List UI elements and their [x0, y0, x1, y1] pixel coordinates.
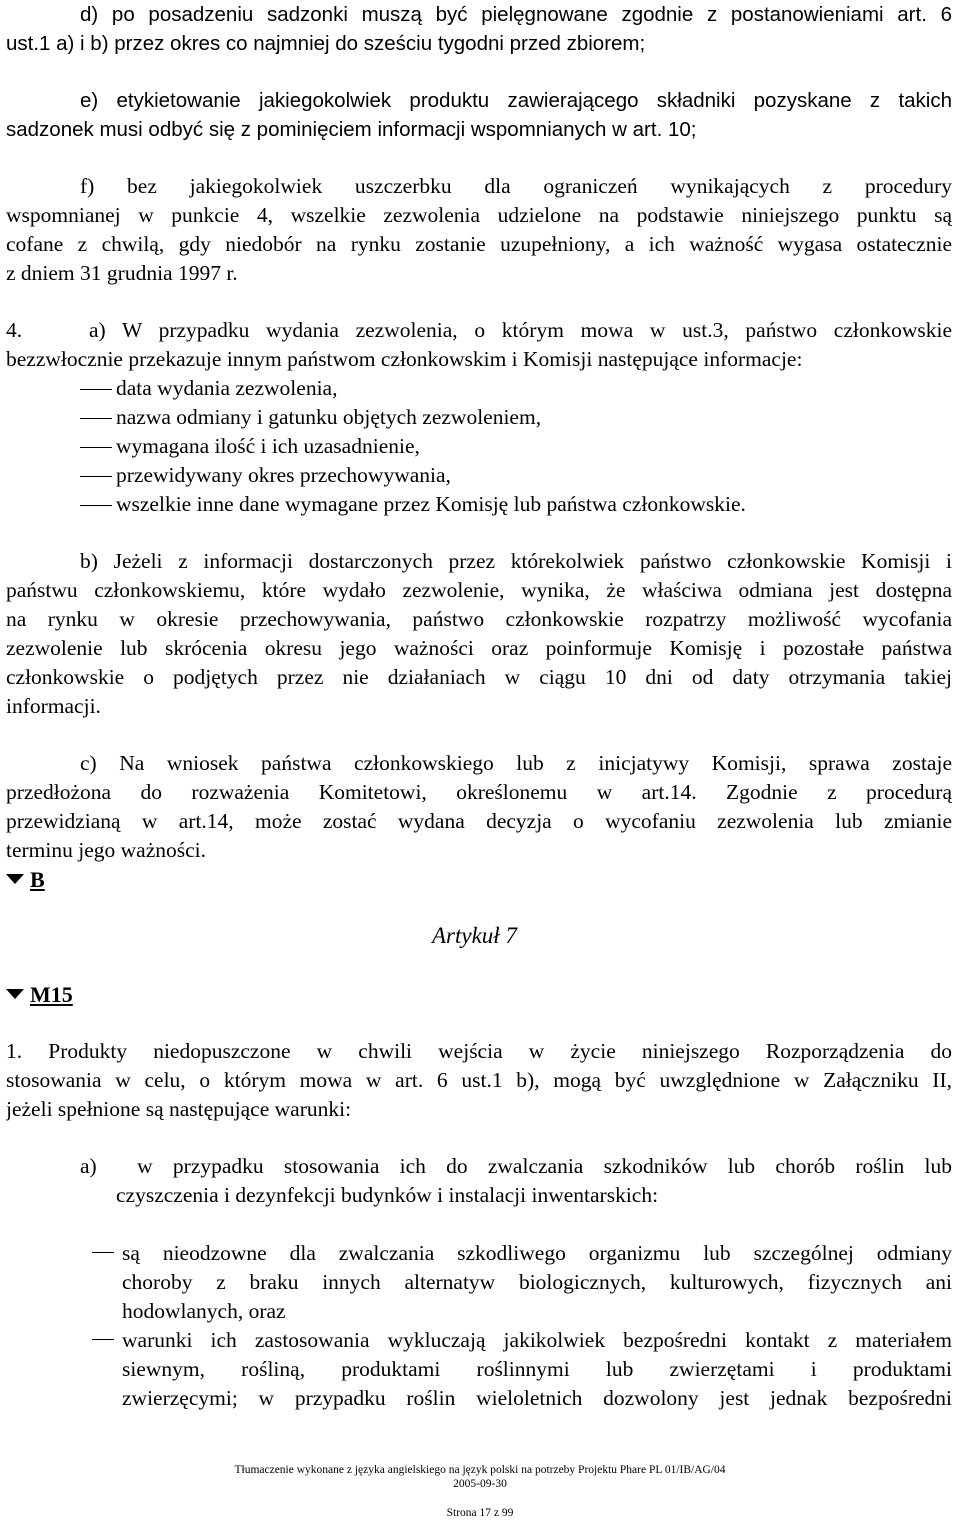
list-4a [80, 374, 952, 519]
paragraph-4b-line-6: informacji. [6, 694, 101, 718]
list-item-line-3: zwierzęcymi; w przypadku roślin wieloletnich dozwolony jest jednak bezpośredni [122, 1386, 952, 1410]
paragraph-art7-a [80, 1152, 952, 1181]
paragraph-art7-1-line-2: stosowania w celu, o którym mowa w art. 6 ust.1 b), mogą być uwzględnione w Załączniku II, [6, 1068, 952, 1092]
paragraph-4b-line-2: państwu członkowskiemu, które wydało zezwolenie, wynika, że właściwa odmiana jest dostępna [6, 578, 952, 602]
list-item-text: nazwa odmiany i gatunku objętych zezwoleniem, [116, 405, 542, 429]
paragraph-art7-1-line-1: 1. Produkty niedopuszczone w chwili wejścia w życie niniejszego Rozporządzenia do [6, 1039, 952, 1063]
dash-bullet [92, 1339, 114, 1340]
list-art7-a-item-2-cont [122, 1355, 952, 1413]
list-item [80, 461, 952, 490]
paragraph-f-line-1: f) bez jakiegokolwiek uszczerbku dla ograniczeń wynikających z procedury [80, 174, 952, 198]
list-item [92, 1326, 952, 1355]
dash-bullet [92, 1252, 114, 1253]
paragraph-4b-line-5: członkowskie o podjętych przez nie działaniach w ciągu 10 dni od daty otrzymania takiej [6, 665, 952, 689]
list-item [92, 1239, 952, 1268]
paragraph-4a [6, 316, 952, 374]
triangle-down-icon [6, 874, 24, 884]
triangle-down-icon [6, 989, 24, 999]
paragraph-4a-line-1: 4. a) W przypadku wydania zezwolenia, o którym mowa w ust.3, państwo członkowskie [6, 318, 952, 342]
list-item-line-1: są nieodzowne dla zwalczania szkodliwego organizmu lub szczególnej odmiany [122, 1241, 952, 1265]
paragraph-4b [80, 547, 952, 576]
paragraph-d-line-2: ust.1 a) i b) przez okres co najmniej do sześciu tygodni przed zbiorem; [6, 32, 646, 55]
list-item-line-3: hodowlanych, oraz [122, 1299, 286, 1323]
marker-b-link[interactable] [6, 864, 45, 894]
paragraph-art7-1-line-3: jeżeli spełnione są następujące warunki: [6, 1097, 352, 1121]
paragraph-4c-cont [6, 778, 952, 865]
list-item-text: wszelkie inne dane wymagane przez Komisję lub państwa członkowskie. [116, 492, 746, 516]
paragraph-4b-line-1: b) Jeżeli z informacji dostarczonych przez którekolwiek państwo członkowskie Komisji i [80, 549, 952, 573]
list-item [80, 403, 952, 432]
paragraph-art7-a-line-2: czyszczenia i dezynfekcji budynków i instalacji inwentarskich: [116, 1183, 659, 1207]
paragraph-art7-a-cont [116, 1181, 952, 1210]
footer-translation-note: Tłumaczenie wykonane z języka angielskiego na język polski na potrzeby Projektu Phare PL 01/IB/AG/04 [234, 1464, 726, 1476]
paragraph-4b-line-4: zezwolenie lub skrócenia okresu jego ważności oraz poinformuje Komisję i pozostałe państwa [6, 636, 952, 660]
paragraph-4c-line-3: przewidzianą w art.14, może zostać wydana decyzja o wycofaniu zezwolenia lub zmianie [6, 809, 952, 833]
dash-bullet [80, 389, 112, 390]
footer [0, 1463, 960, 1491]
paragraph-4c-line-2: przedłożona do rozważenia Komitetowi, określonemu w art.14. Zgodnie z procedurą [6, 780, 952, 804]
article-title: Artykuł 7 [432, 923, 517, 948]
marker-m15-link[interactable] [6, 979, 73, 1009]
dash-bullet [80, 418, 112, 419]
paragraph-e [80, 86, 952, 115]
paragraph-art7-1 [6, 1037, 952, 1124]
marker-m15-label: M15 [30, 981, 73, 1007]
paragraph-d-line-1: d) po posadzeniu sadzonki muszą być pielęgnowane zgodnie z postanowieniami art. 6 [80, 3, 952, 26]
paragraph-f [80, 172, 952, 201]
list-art7-a-item-1 [92, 1239, 952, 1268]
dash-bullet [80, 505, 112, 506]
list-art7-a-item-1-cont [122, 1268, 952, 1326]
list-item [80, 432, 952, 461]
footer-date: 2005-09-30 [453, 1478, 507, 1490]
list-item-text: wymagana ilość i ich uzasadnienie, [116, 434, 420, 458]
list-item-line-1: warunki ich zastosowania wykluczają jakikolwiek bezpośredni kontakt z materiałem [122, 1328, 952, 1352]
paragraph-f-line-3: cofane z chwilą, gdy niedobór na rynku zostanie uzupełniony, a ich ważność wygasa ostatecznie [6, 232, 952, 256]
list-item-text: data wydania zezwolenia, [116, 376, 338, 400]
page-number: Strona 17 z 99 [446, 1507, 514, 1519]
list-item [80, 490, 952, 519]
dash-bullet [80, 476, 112, 477]
paragraph-4c-line-4: terminu jego ważności. [6, 838, 207, 862]
list-item-line-2: siewnym, rośliną, produktami roślinnymi lub zwierzętami i produktami [122, 1357, 952, 1381]
list-item [80, 374, 952, 403]
dash-bullet [80, 447, 112, 448]
paragraph-4b-line-3: na rynku w okresie przechowywania, państwo członkowskie rozpatrzy możliwość wycofania [6, 607, 952, 631]
paragraph-4c-line-1: c) Na wniosek państwa członkowskiego lub z inicjatywy Komisji, sprawa zostaje [80, 751, 952, 775]
paragraph-f-cont [6, 201, 952, 288]
list-art7-a-item-2 [92, 1326, 952, 1355]
paragraph-art7-a-line-1: a) w przypadku stosowania ich do zwalczania szkodników lub chorób roślin lub [80, 1154, 952, 1178]
list-item-text: przewidywany okres przechowywania, [116, 463, 451, 487]
paragraph-e-line-1: e) etykietowanie jakiegokolwiek produktu zawierającego składniki pozyskane z takich [80, 89, 952, 112]
paragraph-f-line-4: z dniem 31 grudnia 1997 r. [6, 261, 238, 285]
list-item-line-2: choroby z braku innych alternatyw biologicznych, kulturowych, fizycznych ani [122, 1270, 952, 1294]
paragraph-e-cont [6, 115, 952, 144]
paragraph-d [80, 0, 952, 29]
paragraph-4a-line-2: bezzwłocznie przekazuje innym państwom członkowskim i Komisji następujące informacje: [6, 347, 803, 371]
paragraph-4c [80, 749, 952, 778]
paragraph-e-line-2: sadzonek musi odbyć się z pominięciem informacji wspomnianych w art. 10; [6, 118, 697, 141]
marker-b-label: B [30, 866, 45, 892]
paragraph-d-cont [6, 29, 952, 58]
paragraph-4b-cont [6, 576, 952, 721]
paragraph-f-line-2: wspomnianej w punkcie 4, wszelkie zezwolenia udzielone na podstawie niniejszego punktu są [6, 203, 952, 227]
